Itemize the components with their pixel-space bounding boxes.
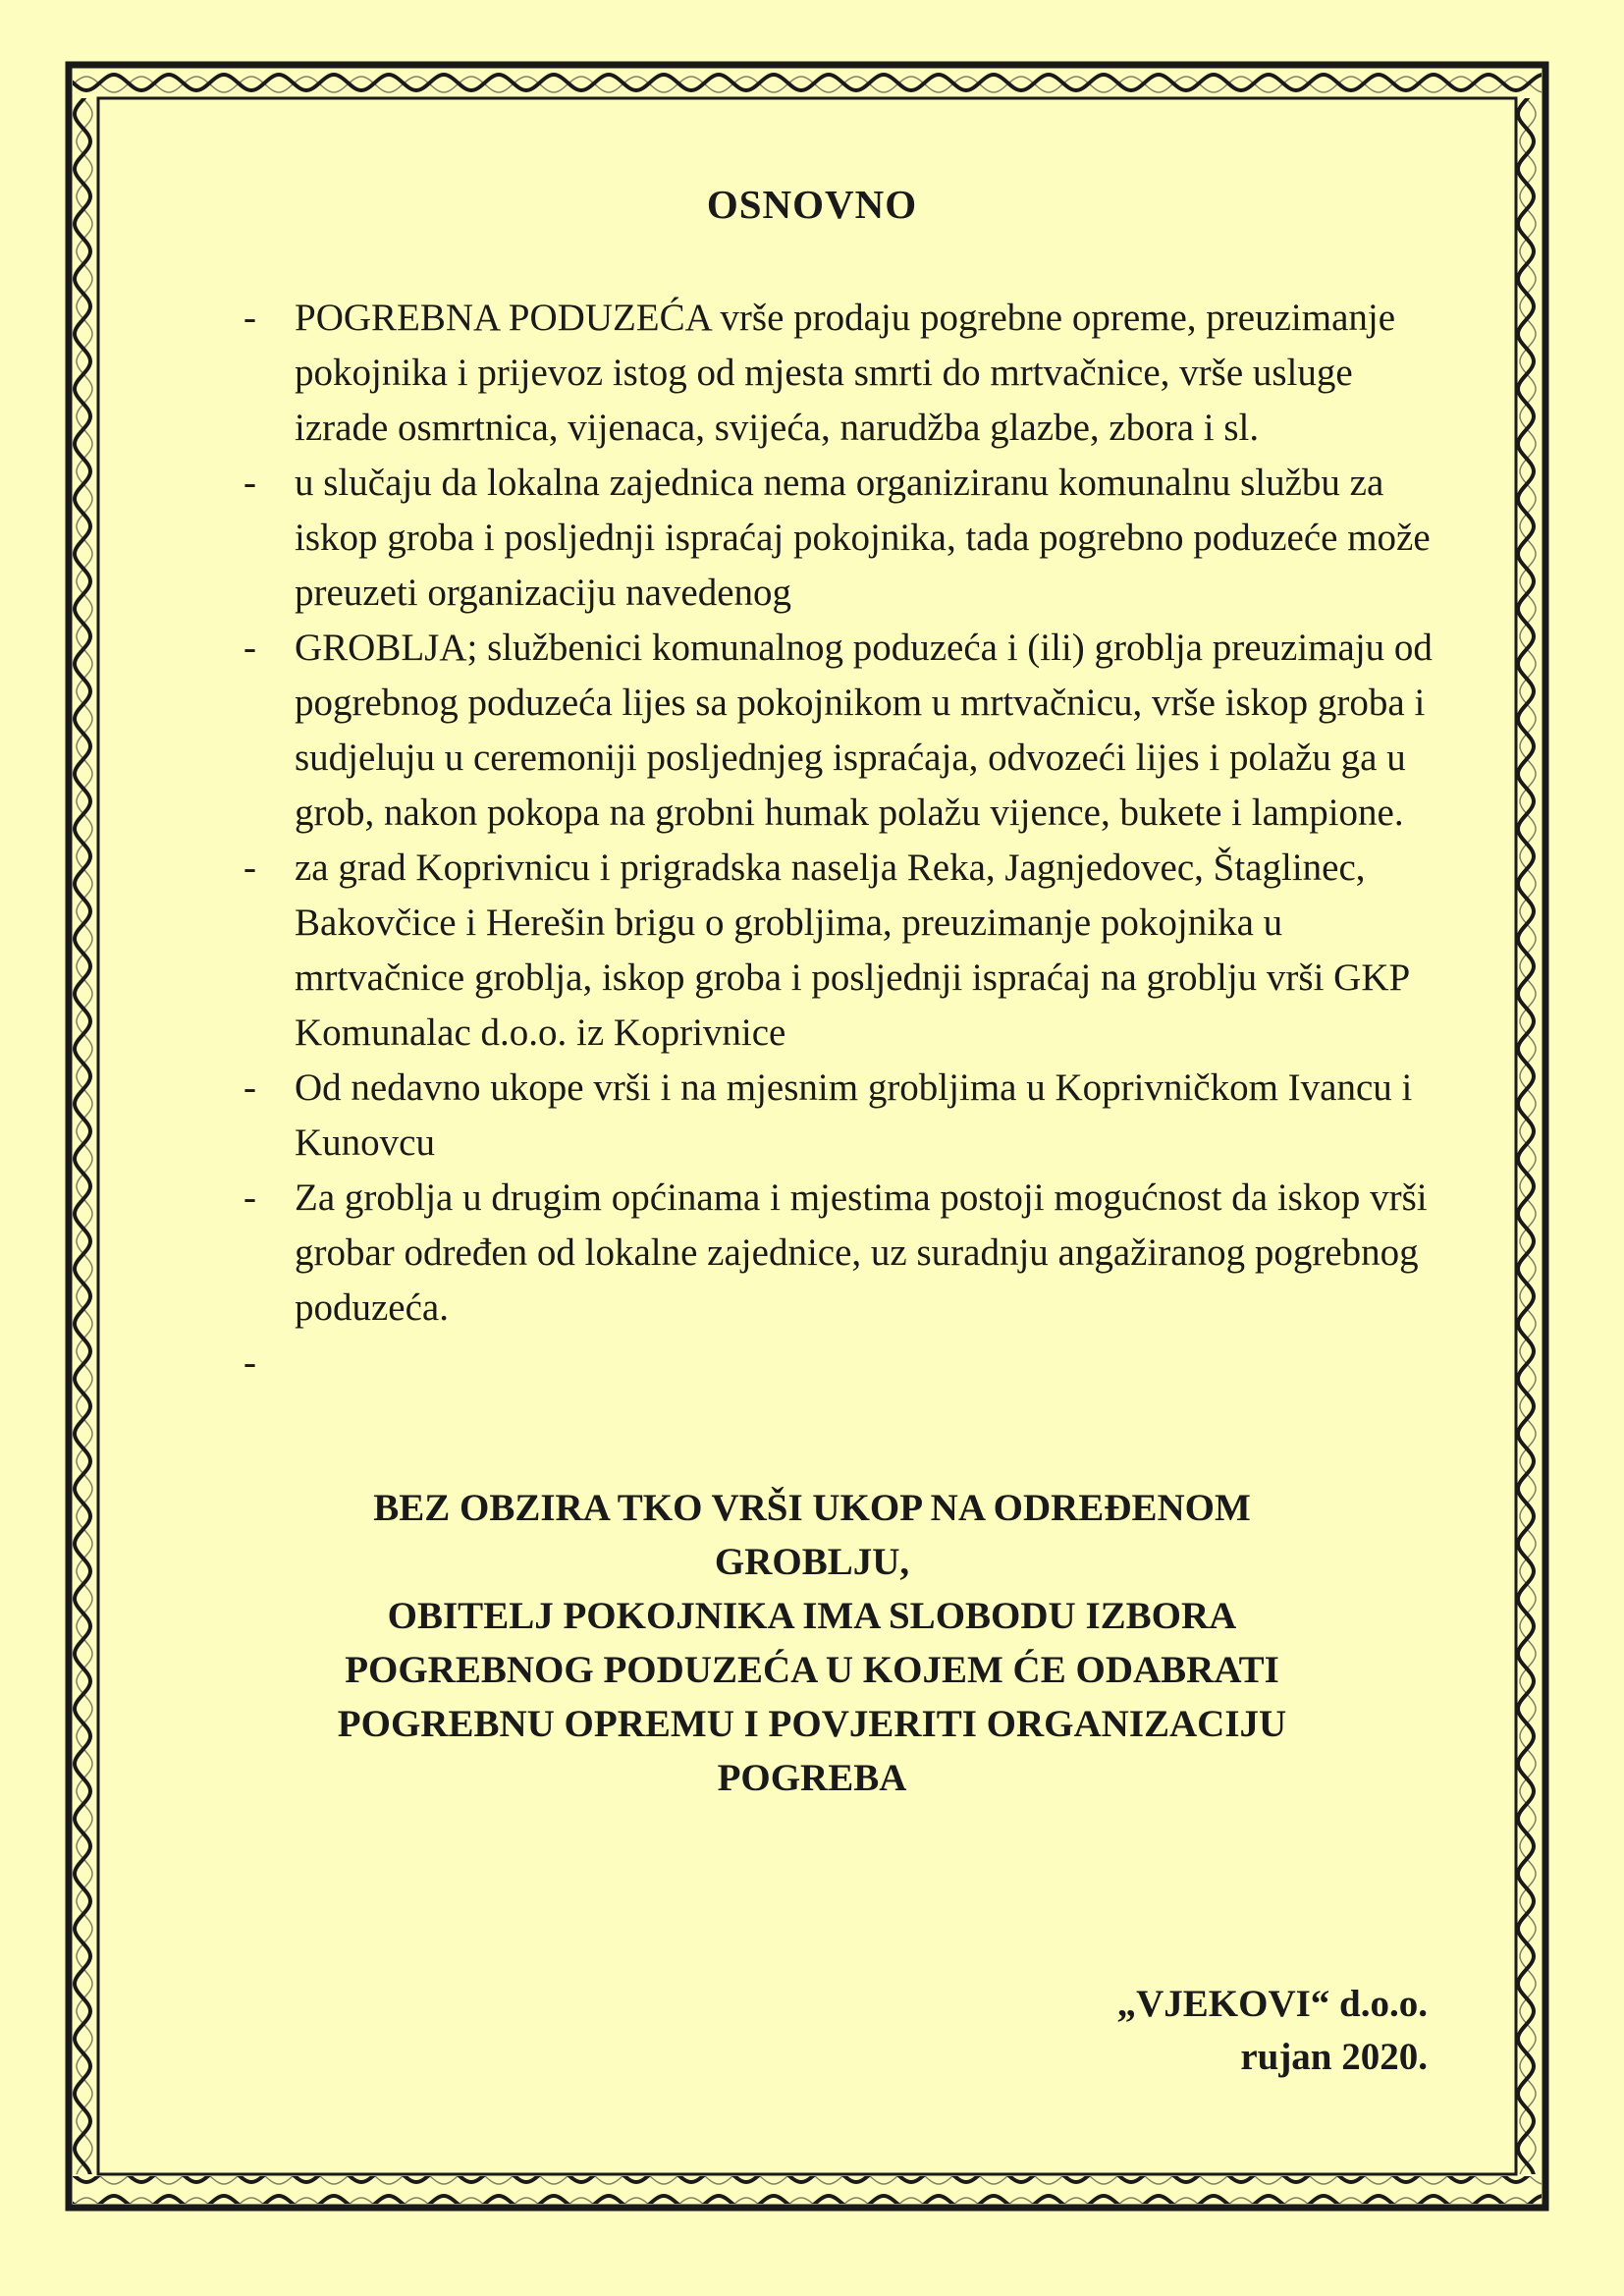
list-item bbox=[244, 1061, 1441, 1171]
dash-bullet: - bbox=[244, 1176, 256, 1219]
list-item-text: u slučaju da lokalna zajednica nema organiziranu komunalnu službu za iskop groba i posljednji ispraćaj pokojnika, tada pogrebno poduzeće može preuzeti organizaciju navedenog bbox=[295, 462, 1431, 614]
list-item-text: za grad Koprivnicu i prigradska naselja Reka, Jagnjedovec, Štaglinec, Bakovčice i Herešin brigu o grobljima, preuzimanje pokojnika u mrtvačnice groblja, iskop groba i posljednji ispraćaj na groblju vrši GKP Komunalac d.o.o. iz Koprivnice bbox=[295, 847, 1409, 1054]
notice-line: POGREBA bbox=[717, 1757, 907, 1799]
list-item bbox=[244, 291, 1441, 456]
list-item bbox=[244, 841, 1441, 1061]
page-title: OSNOVNO bbox=[706, 182, 918, 227]
dash-bullet: - bbox=[244, 627, 256, 669]
list-item-text: Od nedavno ukope vrši i na mjesnim grobljima u Koprivničkom Ivancu i Kunovcu bbox=[295, 1066, 1413, 1164]
list-item-text: GROBLJA; službenici komunalnog poduzeća i (ili) groblja preuzimaju od pogrebnog poduzeća lijes sa pokojnikom u mrtvačnicu, vrše iskop groba i sudjeluju u ceremoniji posljednjeg ispraćaja, odvozeći lijes i polažu ga u grob, nakon pokopa na grobni humak polažu vijence, bukete i lampione. bbox=[295, 627, 1433, 834]
list-item-text: Za groblja u drugim općinama i mjestima postoji mogućnost da iskop vrši grobar određen od lokalne zajednice, uz suradnju angažiranog pogrebnog poduzeća. bbox=[295, 1176, 1428, 1329]
notice-line: BEZ OBZIRA TKO VRŠI UKOP NA ODREĐENOM bbox=[373, 1487, 1251, 1529]
dash-bullet: - bbox=[244, 297, 256, 339]
list-item bbox=[244, 456, 1441, 621]
dash-bullet: - bbox=[244, 462, 256, 504]
notice-line: POGREBNOG PODUZEĆA U KOJEM ĆE ODABRATI bbox=[345, 1649, 1279, 1691]
list-item bbox=[244, 1171, 1441, 1336]
notice-line: GROBLJU, bbox=[714, 1541, 910, 1583]
list-item bbox=[244, 621, 1441, 841]
document-date: rujan 2020. bbox=[1240, 2036, 1428, 2078]
dash-bullet: - bbox=[244, 1066, 256, 1109]
list-item bbox=[244, 1336, 1441, 1391]
list-item-text: POGREBNA PODUZEĆA vrše prodaju pogrebne opreme, preuzimanje pokojnika i prijevoz istog od mjesta smrti do mrtvačnice, vrše usluge izrade osmrtnica, vijenaca, svijeća, narudžba glazbe, zbora i sl. bbox=[295, 297, 1396, 449]
notice-line: POGREBNU OPREMU I POVJERITI ORGANIZACIJU bbox=[337, 1703, 1287, 1745]
notice-block bbox=[0, 1481, 1624, 1805]
dash-bullet: - bbox=[244, 847, 256, 889]
dash-bullet: - bbox=[244, 1341, 256, 1384]
bullet-list bbox=[244, 291, 1441, 1391]
signature-block bbox=[1117, 1978, 1428, 2084]
list-item-text bbox=[295, 1336, 1441, 1391]
notice-line: OBITELJ POKOJNIKA IMA SLOBODU IZBORA bbox=[387, 1595, 1237, 1637]
company-name: „VJEKOVI“ d.o.o. bbox=[1116, 1983, 1428, 2025]
